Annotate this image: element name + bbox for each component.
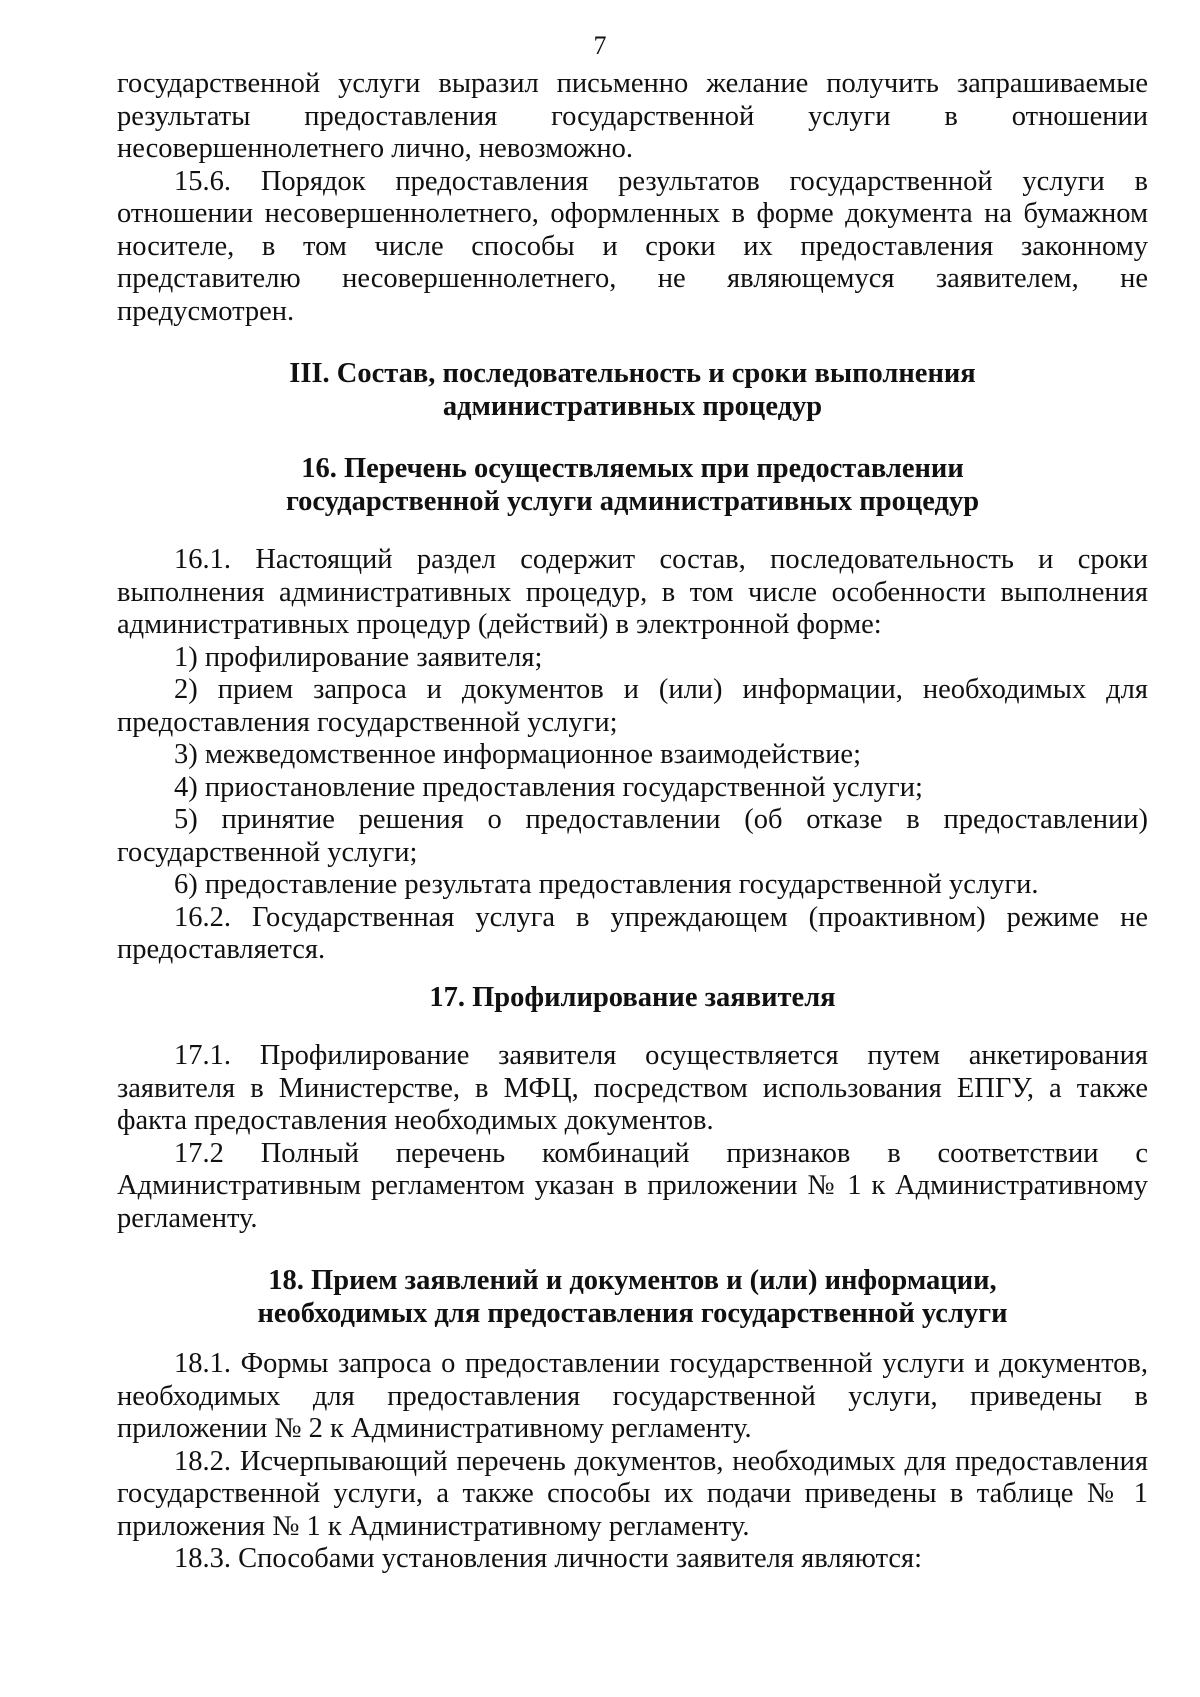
paragraph-18-3: 18.3. Способами установления личности заявителя являются:: [174, 1543, 923, 1574]
page-number: 7: [593, 31, 607, 60]
section-heading-3-line-1: III. Состав, последовательность и сроки выполнения: [289, 358, 976, 389]
section-heading-18-line-1: 18. Прием заявлений и документов и (или) информации,: [268, 1265, 997, 1296]
section-heading-16-line-1: 16. Перечень осуществляемых при предоставлении: [301, 453, 964, 484]
list-item-16-3: 3) межведомственное информационное взаимодействие;: [174, 739, 861, 770]
list-item-16-2: 2) прием запроса и документов и (или) информации, необходимых для предоставления государственной услуги;: [117, 674, 1148, 738]
section-heading-17-line-1: 17. Профилирование заявителя: [429, 981, 836, 1013]
section-heading-3-line-2: административных процедур: [442, 390, 823, 422]
paragraph-continuation-15-5: государственной услуги выразил письменно желание получить запрашиваемые результаты предоставления государственной услуги в отношении несовершеннолетнего лично, невозможно.: [117, 68, 1148, 164]
list-item-16-4: 4) приостановление предоставления государственной услуги;: [174, 771, 923, 803]
paragraph-17-1: 17.1. Профилирование заявителя осуществляется путем анкетирования заявителя в Министерстве, в МФЦ, посредством использования ЕПГУ, а также факта предоставления необходимых документов.: [117, 1040, 1148, 1136]
paragraph-18-1: 18.1. Формы запроса о предоставлении государственной услуги и документов, необходимых для предоставления государственной услуги, приведены в приложении № 2 к Административному регламенту.: [117, 1348, 1148, 1444]
list-item-16-6: 6) предоставление результата предоставления государственной услуги.: [174, 869, 1039, 900]
section-heading-18: [117, 1265, 1148, 1330]
section-heading-17: [117, 982, 1148, 1015]
section-heading-16-line-2: государственной услуги административных процедур: [285, 485, 980, 517]
list-item-16-5: 5) принятие решения о предоставлении (об отказе в предоставлении) государственной услуги;: [117, 804, 1148, 868]
list-item-16-1: 1) профилирование заявителя;: [174, 641, 543, 673]
paragraph-16-2: 16.2. Государственная услуга в упреждающем (проактивном) режиме не предоставляется.: [117, 901, 1148, 965]
section-heading-16: [117, 453, 1148, 518]
paragraph-18-2: 18.2. Исчерпывающий перечень документов, необходимых для предоставления государственной услуги, а также способы их подачи приведены в таблице № 1 приложения № 1 к Административному регламенту.: [117, 1445, 1148, 1542]
document-body: [117, 68, 1148, 1576]
paragraph-15-6: 15.6. Порядок предоставления результатов государственной услуги в отношении несовершеннолетнего, оформленных в форме документа на бумажном носителе, в том числе способы и сроки их предоставления законному представителю несовершеннолетнего, не являющемуся заявителем, не предусмотрен.: [117, 165, 1148, 327]
section-heading-18-line-2: необходимых для предоставления государственной услуги: [257, 1297, 1008, 1329]
section-heading-3: [117, 358, 1148, 423]
paragraph-16-1: 16.1. Настоящий раздел содержит состав, последовательность и сроки выполнения административных процедур, в том числе особенности выполнения административных процедур (действий) в электронной форме:: [117, 544, 1148, 640]
paragraph-17-2: 17.2 Полный перечень комбинаций признаков в соответствии с Административным регламентом указан в приложении № 1 к Административному регламенту.: [117, 1137, 1148, 1234]
